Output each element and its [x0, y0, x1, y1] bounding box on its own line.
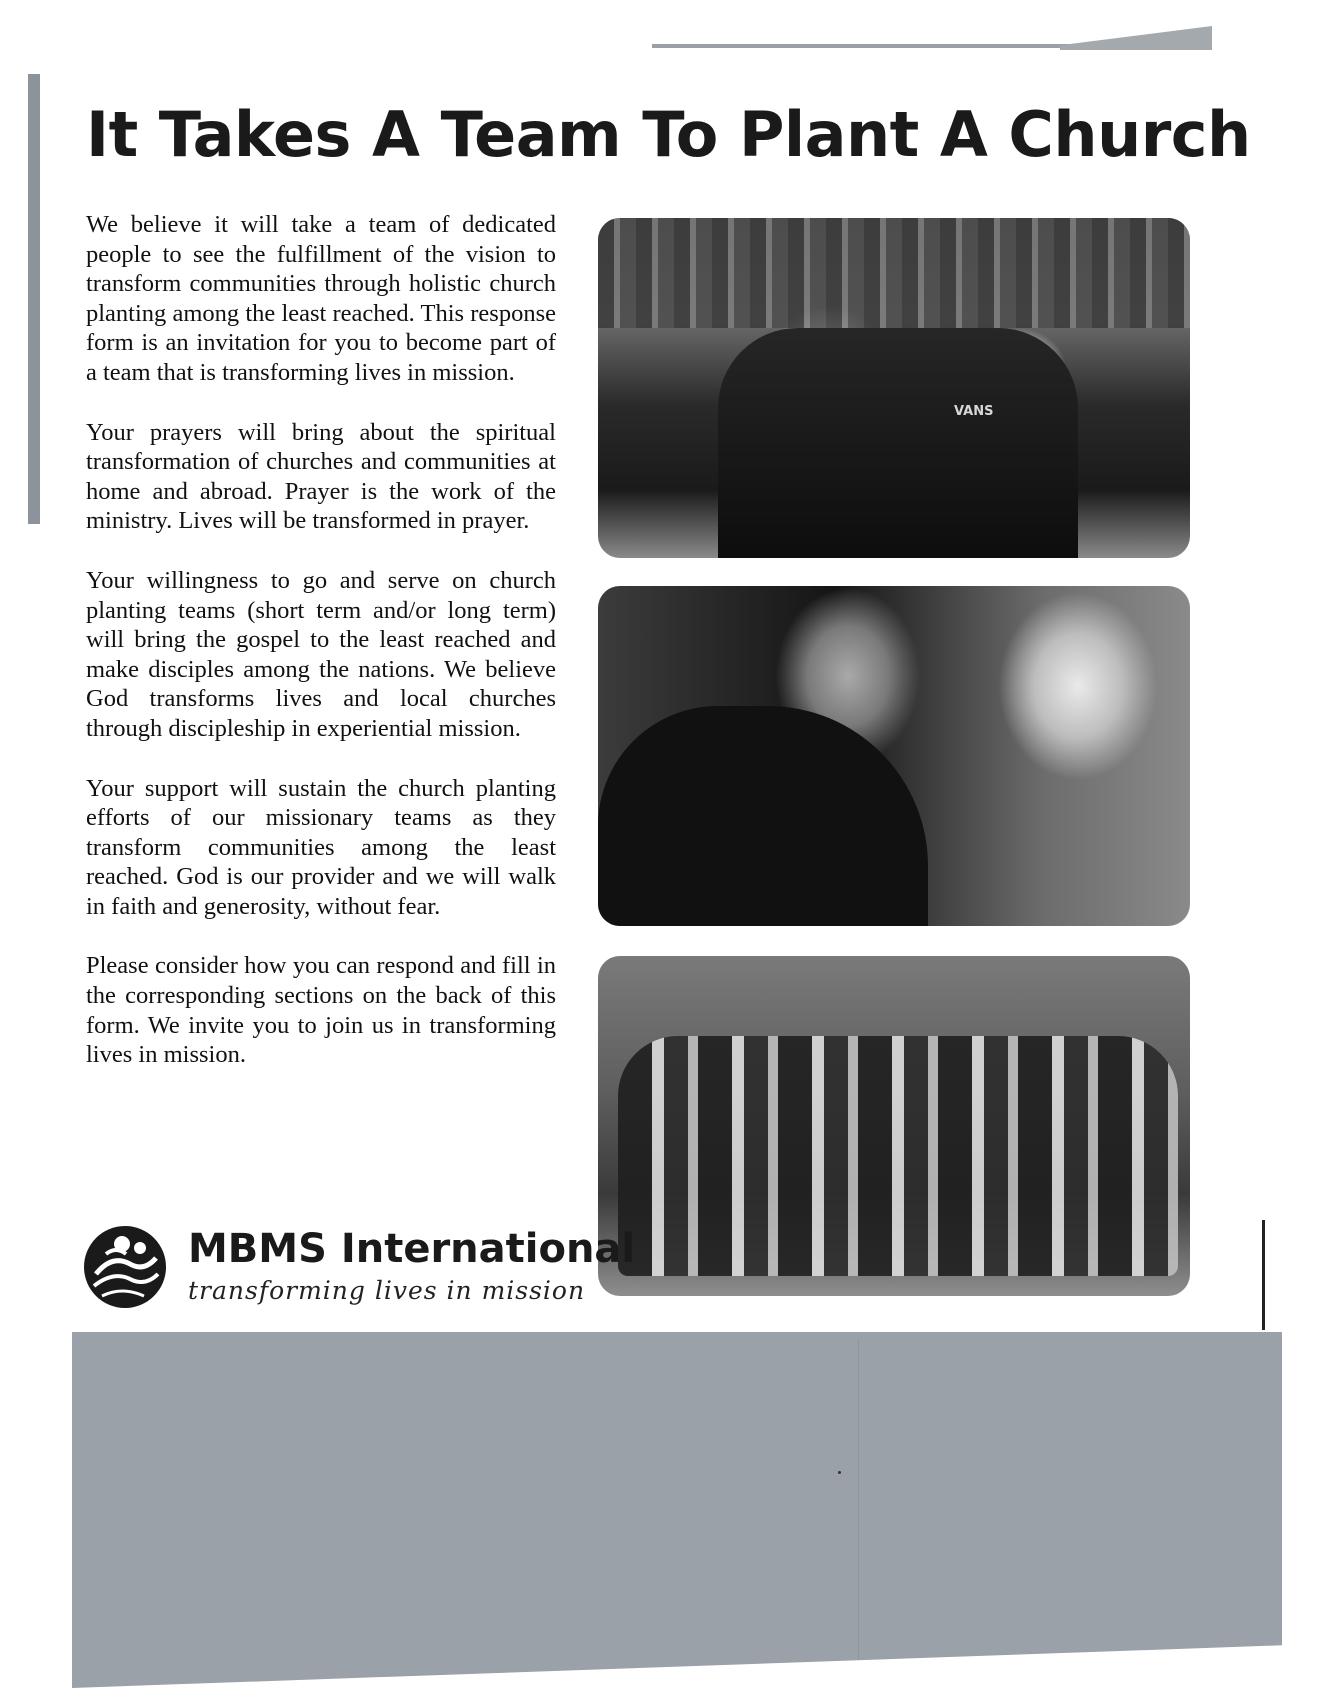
page-title: It Takes A Team To Plant A Church [86, 98, 1251, 171]
gray-panel [72, 1332, 1282, 1688]
shirt-text: VANS [954, 404, 994, 419]
paragraph-go: Your willingness to go and serve on church planting teams (short term and/or long term) will bring the gospel to the least reached and make disciples among the nations. We believe God transforms lives and local churches through discipleship in experiential mission. [86, 566, 556, 742]
paragraph-respond: Please consider how you can respond and fill in the corresponding sections on the back of this form. We invite you to join us in transforming lives in mission. [86, 952, 556, 1069]
photo-buildings [598, 218, 1190, 328]
paragraph-prayer: Your prayers will bring about the spiritual transformation of churches and communities at home and abroad. Prayer is the work of the ministry. Lives will be transformed in prayer. [86, 418, 556, 535]
panel-seam [858, 1340, 859, 1660]
logo-tagline: transforming lives in mission [188, 1276, 586, 1305]
panel-dot [838, 1471, 841, 1474]
left-margin-bar [28, 74, 40, 524]
photo-team-in-square [598, 218, 1190, 558]
paragraph-intro: We believe it will take a team of dedicated people to see the fulfillment of the vision to transform communities through holistic church planting among the least reached. This response form is an invitation for you to become part of a team that is transforming lives in mission. [86, 211, 556, 386]
photo-children-celebrating [598, 956, 1190, 1296]
photo-children-group [618, 1036, 1178, 1276]
page-edge-line [1262, 1220, 1265, 1330]
photo-team-group [718, 328, 1078, 558]
body-text [86, 210, 556, 1100]
paragraph-support: Your support will sustain the church planting efforts of our missionary teams as they transform communities among the least reached. God is our provider and we will walk in faith and generosity, without fear. [86, 774, 556, 920]
photo-praying-figure [598, 706, 928, 926]
photo-men-praying [598, 586, 1190, 926]
logo-name: MBMS International [188, 1226, 636, 1272]
mbms-logo [82, 1222, 636, 1322]
mbms-globe-hands-icon [82, 1224, 168, 1310]
